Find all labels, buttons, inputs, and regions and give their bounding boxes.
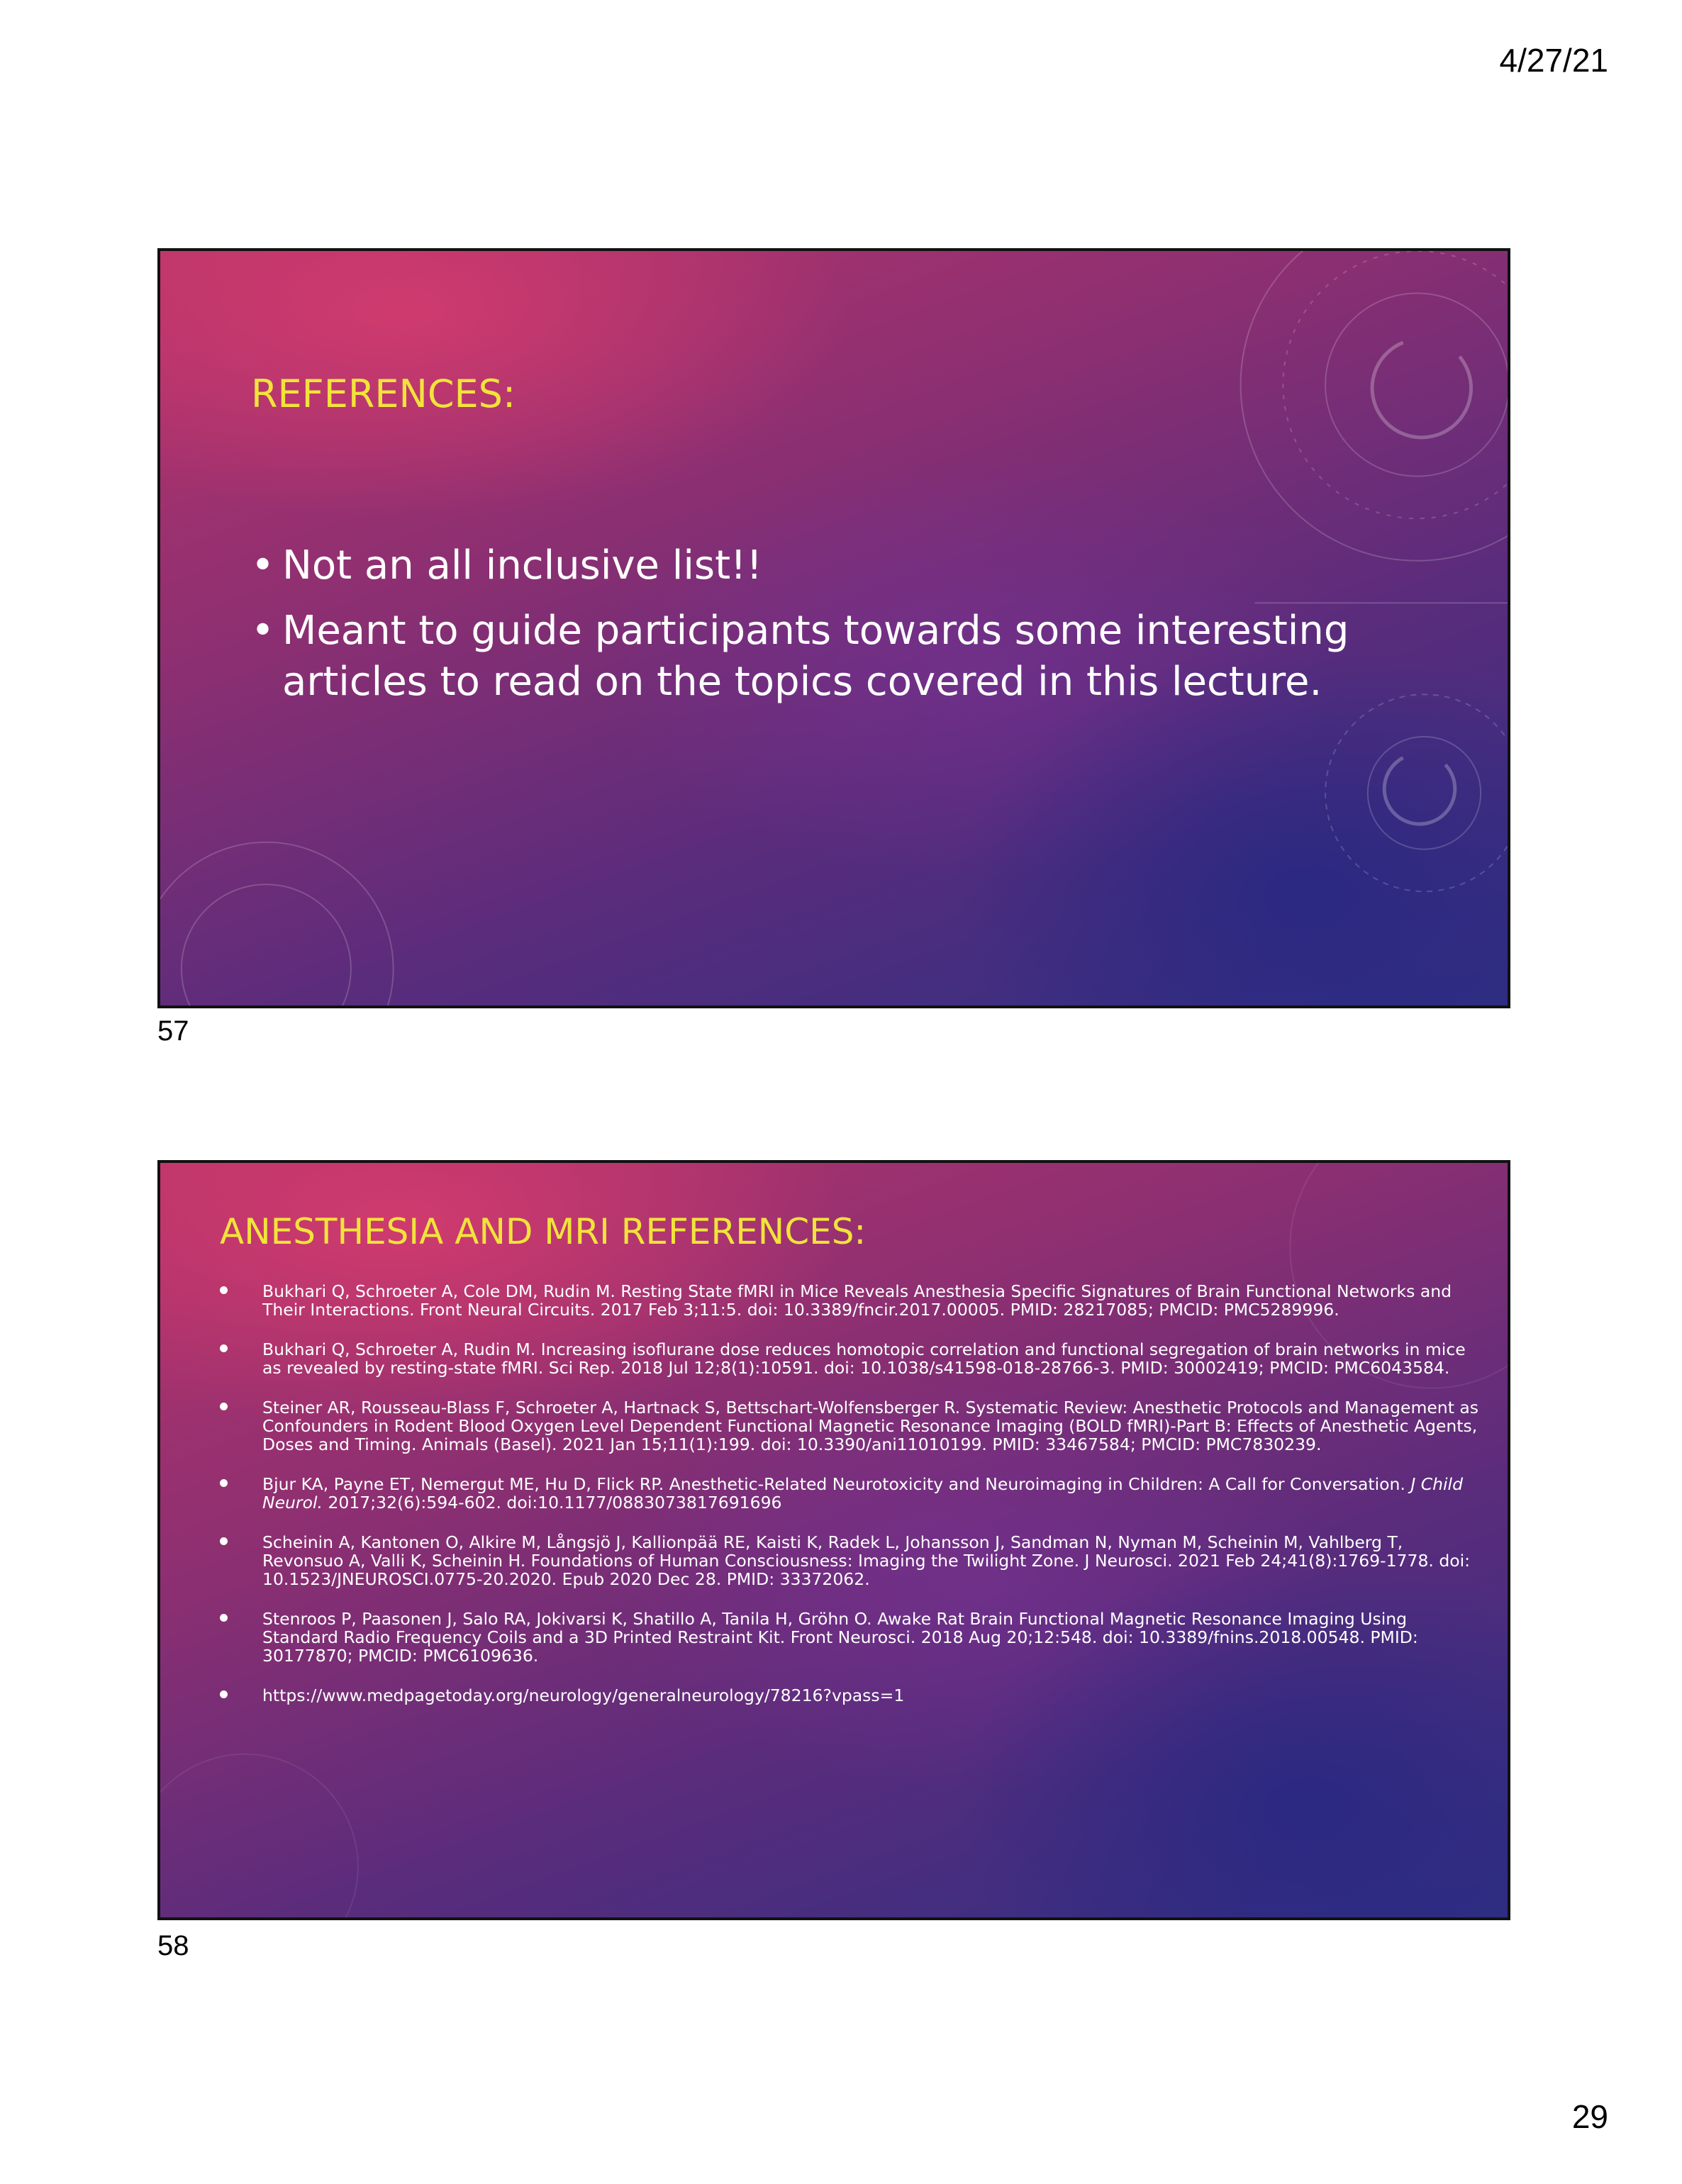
bullet-item: • Meant to guide participants towards some interesting articles to read on the topics covered in this lecture.: [251, 606, 1421, 708]
reference-link-item[interactable]: [220, 1686, 1482, 1705]
reference-item: Scheinin A, Kantonen O, Alkire M, Långsjö J, Kallionpää RE, Kaisti K, Radek L, Johansson J, Sandman N, Nyman M, Scheinin M, Vahlberg T, Revonsuo A, Valli K, Scheinin H. Foundations of Human Consciousness: Imaging the Twilight Zone. J Neurosci. 2021 Feb 24;41(8):1769-1778. doi: 10.1523/JNEUROSCI.0775-20.2020. Epub 2020 Dec 28. PMID: 33372062.: [220, 1533, 1482, 1588]
bullet-icon: [220, 1344, 228, 1352]
slide-57: [157, 248, 1510, 1008]
bullet-item: • Not an all inclusive list!!: [251, 540, 1421, 591]
reference-item: Steiner AR, Rousseau-Blass F, Schroeter A, Hartnack S, Bettschart-Wolfensberger R. Systematic Review: Anesthetic Protocols and Management as Confounders in Rodent Blood Oxygen Level Dependent Functional Magnetic Resonance Imaging (BOLD fMRI)-Part B: Effects of Anesthetic Agents, Doses and Timing. Animals (Basel). 2021 Jan 15;11(1):199. doi: 10.3390/ani11010199. PMID: 33467584; PMCID: PMC7830239.: [220, 1398, 1482, 1454]
bullet-list: [251, 540, 1421, 722]
slide-title: ANESTHESIA AND MRI REFERENCES:: [220, 1211, 867, 1252]
bullet-icon: [220, 1479, 228, 1487]
reference-item: Bukhari Q, Schroeter A, Rudin M. Increasing isoflurane dose reduces homotopic correlation and functional segregation of brain networks in mice as revealed by resting-state fMRI. Sci Rep. 2018 Jul 12;8(1):10591. doi: 10.1038/s41598-018-28766-3. PMID: 30002419; PMCID: PMC6043584.: [220, 1340, 1482, 1377]
page-date: 4/27/21: [1499, 42, 1608, 79]
bullet-icon: [220, 1614, 228, 1622]
slide-58: [157, 1160, 1510, 1920]
slide-title: REFERENCES:: [251, 372, 516, 416]
page-number: 29: [1571, 2098, 1608, 2135]
slide-number: 57: [157, 1015, 189, 1047]
reference-list: [220, 1282, 1482, 1726]
journal-name: J Child Neurol.: [262, 1474, 1463, 1512]
bullet-icon: •: [251, 608, 275, 654]
reference-item: Stenroos P, Paasonen J, Salo RA, Jokivarsi K, Shatillo A, Tanila H, Gröhn O. Awake Rat Brain Functional Magnetic Resonance Imaging Using Standard Radio Frequency Coils and a 3D Printed Restraint Kit. Front Neurosci. 2018 Aug 20;12:548. doi: 10.3389/fnins.2018.00548. PMID: 30177870; PMCID: PMC6109636.: [220, 1610, 1482, 1665]
bullet-icon: [220, 1537, 228, 1545]
reference-item: Bukhari Q, Schroeter A, Cole DM, Rudin M. Resting State fMRI in Mice Reveals Anesthesia Specific Signatures of Brain Functional Networks and Their Interactions. Front Neural Circuits. 2017 Feb 3;11:5. doi: 10.3389/fncir.2017.00005. PMID: 28217085; PMCID: PMC5289996.: [220, 1282, 1482, 1319]
bullet-icon: [220, 1690, 228, 1698]
bullet-icon: •: [251, 542, 275, 589]
bullet-icon: [220, 1403, 228, 1410]
reference-item: Bjur KA, Payne ET, Nemergut ME, Hu D, Flick RP. Anesthetic-Related Neurotoxicity and Neuroimaging in Children: A Call for Conversation. J Child Neurol. 2017;32(6):594-602. doi:10.1177/0883073817691696: [220, 1475, 1482, 1512]
slide-number: 58: [157, 1930, 189, 1961]
bullet-icon: [220, 1286, 228, 1294]
reference-url[interactable]: https://www.medpagetoday.org/neurology/generalneurology/78216?vpass=1: [262, 1686, 905, 1705]
